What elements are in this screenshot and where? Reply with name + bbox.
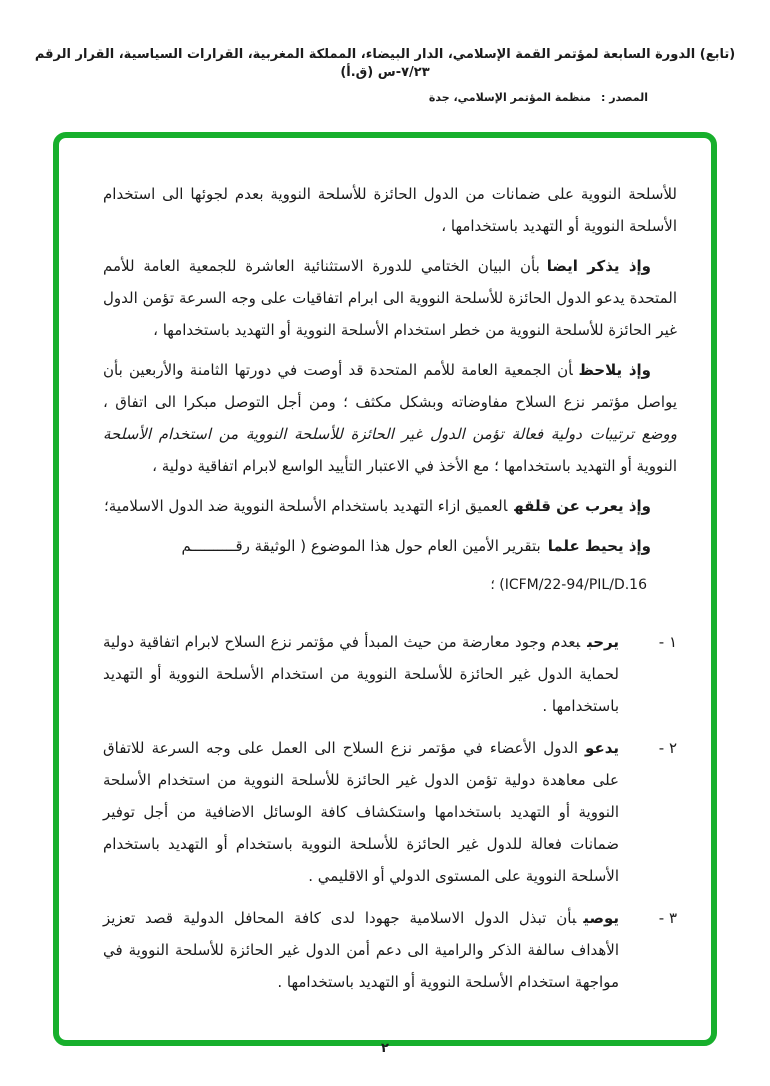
header-source xyxy=(0,90,648,105)
paragraph-text: العميق ازاء التهديد باستخدام الأسلحة النووية ضد الدول الاسلامية؛ xyxy=(104,497,508,515)
page-number: ٢ xyxy=(381,1041,389,1056)
italic-clause: ووضع ترتيبات دولية فعالة تؤمن الدول غير الحائزة للأسلحة النووية من استخدام الأسلحة xyxy=(103,425,677,443)
resolutions-list xyxy=(103,626,677,998)
paragraph-text: بتقرير الأمين العام حول هذا الموضوع ( الوثيقة رقــــــــــم xyxy=(181,537,541,555)
page-header xyxy=(0,0,770,105)
paragraph-lead: وإذ يحيط علما xyxy=(547,537,651,555)
paragraph-recalling xyxy=(103,250,677,346)
document-frame xyxy=(53,132,717,1046)
resolution-lead: يدعو xyxy=(585,739,619,757)
source-label: المصدر : xyxy=(600,91,648,104)
paragraph-lead: وإذ يعرب عن قلقه xyxy=(514,497,651,515)
resolution-number: ١ - xyxy=(658,633,677,651)
resolution-text xyxy=(103,902,619,998)
resolution-text xyxy=(103,732,619,892)
resolution-body-text: بعدم وجود معارضة من حيث المبدأ في مؤتمر نزع السلاح لابرام اتفاقية دولية لحماية الدول غير الحائزة للأسلحة النووية من استخدام الأسلحة النووية أو التهديد باستخدامها . xyxy=(103,633,619,715)
paragraph-text: أن الجمعية العامة للأمم المتحدة قد أوصت في دورتها الثامنة والأربعين بأن يواصل مؤتمر نزع السلاح مفاوضاته وبشكل مكثف ؛ ومن أجل التوصل مبكرا الى اتفاق ، xyxy=(103,361,677,411)
resolution-lead: يوصي xyxy=(583,909,619,927)
paragraph-noting xyxy=(103,354,677,482)
resolution-body-text: بأن تبذل الدول الاسلامية جهودا لدى كافة المحافل الدولية قصد تعزيز الأهداف سالفة الذكر والرامية الى دعم أمن الدول غير الحائزة للأسلحة النووية في مواجهة استخدام الأسلحة النووية أو التهديد باستخدامها . xyxy=(103,909,619,991)
header-title: (تابع) الدورة السابعة لمؤتمر القمة الإسلامي، الدار البيضاء، المملكة المغربية، القرارات السياسية، القرار الرقم ٧/٢٣-س (ق.أ) xyxy=(34,47,736,80)
paragraph-text: للأسلحة النووية على ضمانات من الدول الحائزة للأسلحة النووية بعدم لجوئها الى استخدام الأسلحة النووية أو التهديد باستخدامها ، xyxy=(103,185,677,235)
resolution-text xyxy=(103,626,619,722)
paragraph-text: النووية أو التهديد باستخدامها ؛ مع الأخذ في الاعتبار التأييد الواسع لابرام اتفاقية دولية ، xyxy=(152,457,677,475)
paragraph-taking-note xyxy=(103,530,677,562)
resolution-number: ٣ - xyxy=(658,909,677,927)
document-reference xyxy=(103,570,647,600)
paragraph-text: بأن البيان الختامي للدورة الاستثنائية العاشرة للجمعية العامة للأمم المتحدة يدعو الدول الحائزة للأسلحة النووية الى ابرام اتفاقيات على وجه السرعة تؤمن الدول غير الحائزة للأسلحة النووية من خطر استخدام الأسلحة النووية أو التهديد باستخدامها ، xyxy=(103,257,677,339)
source-value: منظمة المؤتمر الإسلامي، جدة xyxy=(428,91,591,104)
paragraph-concern xyxy=(103,490,677,522)
resolution-lead: يرحب xyxy=(587,633,619,651)
paragraph-lead: وإذ يذكر ايضا xyxy=(546,257,651,275)
resolution-item xyxy=(103,732,677,892)
document-reference-code: ؛ (ICFM/22-94/PIL/D.16 xyxy=(490,577,647,593)
resolution-item xyxy=(103,626,677,722)
resolution-body-text: الدول الأعضاء في مؤتمر نزع السلاح الى العمل على وجه السرعة للاتفاق على معاهدة دولية تؤمن الدول غير الحائزة للأسلحة النووية من استخدام الأسلحة النووية أو التهديد باستخدامها واستكشاف كافة الوسائل الاضافية من أجل توفير ضمانات فعالة للدول غير الحائزة للأسلحة النووية باستخدام أو التهديد باستخدام الأسلحة النووية على المستوى الدولي أو الاقليمي . xyxy=(103,739,619,885)
paragraph-lead: وإذ يلاحظ xyxy=(579,361,651,379)
resolution-item xyxy=(103,902,677,998)
resolution-number: ٢ - xyxy=(658,739,677,757)
paragraph-continuation xyxy=(103,178,677,242)
